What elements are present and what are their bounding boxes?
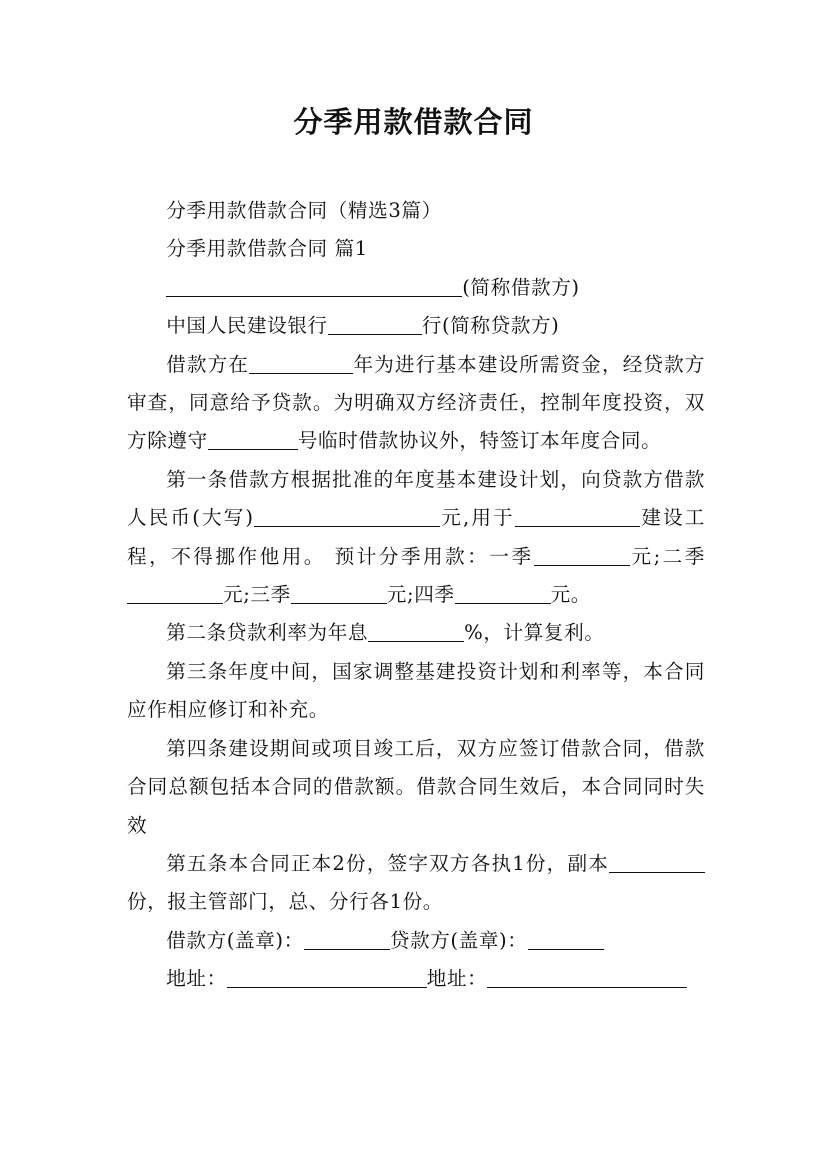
document-body bbox=[127, 192, 705, 999]
article-1-text-3: 建设工程，不得挪作他用。 预计分季用款：一季 bbox=[127, 506, 705, 568]
preamble-text-1: 借款方在 bbox=[166, 352, 250, 376]
article-3: 第三条年度中间，国家调整基建投资计划和利率等，本合同应作相应修订和补充。 bbox=[127, 659, 705, 722]
q1-amount-blank bbox=[534, 544, 630, 566]
article-5-text-1: 第五条本合同正本2份，签字双方各执1份，副本 bbox=[166, 851, 609, 875]
article-1-text-5: 元;三季 bbox=[223, 583, 291, 607]
paragraph-preamble bbox=[127, 346, 705, 461]
article-1-text-7: 元。 bbox=[550, 583, 591, 607]
preamble-text-3: 号临时借款协议外，特签订本年度合同。 bbox=[297, 429, 662, 453]
lender-seal-blank bbox=[528, 928, 604, 950]
article-1-text-1: 第一条借款方根据批准的年度基本建设计划，向贷款方借款人民币(大写) bbox=[127, 467, 705, 530]
borrower-name-blank bbox=[166, 275, 462, 297]
q4-amount-blank bbox=[455, 582, 551, 604]
lender-line-suffix: 行(简称贷款方) bbox=[421, 314, 560, 338]
part-heading: 分季用款借款合同 篇1 bbox=[166, 237, 368, 261]
lender-line-prefix: 中国人民建设银行 bbox=[166, 314, 328, 338]
year-blank bbox=[249, 352, 353, 374]
lender-address-label: 地址： bbox=[426, 967, 488, 991]
lender-branch-blank bbox=[328, 314, 422, 336]
amount-capital-blank bbox=[254, 506, 440, 528]
lender-seal-label: 贷款方(盖章)： bbox=[389, 928, 528, 952]
lender-line bbox=[127, 307, 705, 345]
borrower-seal-blank bbox=[304, 928, 390, 950]
lender-address-blank bbox=[487, 966, 687, 988]
intro-line: 分季用款借款合同（精选3篇） bbox=[166, 199, 442, 222]
interest-rate-blank bbox=[368, 621, 464, 643]
preamble-text-2: 年为进行基本建设所需资金，经贷款方审查，同意给予贷款。为明确双方经济责任，控制年度投资，双方除遵守 bbox=[127, 352, 705, 453]
borrower-line-label: (简称借款方) bbox=[462, 275, 580, 299]
borrower-address-blank bbox=[227, 966, 427, 988]
article-2-text-1: 第二条贷款利率为年息 bbox=[166, 621, 369, 645]
document-title: 分季用款借款合同 bbox=[293, 105, 534, 139]
copies-blank bbox=[609, 851, 705, 873]
article-1-text-6: 元;四季 bbox=[386, 583, 455, 607]
article-2-text-2: %，计算复利。 bbox=[464, 621, 605, 645]
article-1-text-4: 元;二季 bbox=[629, 544, 705, 568]
borrower-seal-label: 借款方(盖章)： bbox=[166, 928, 304, 952]
borrower-line bbox=[127, 269, 705, 307]
article-4: 第四条建设期间或项目竣工后，双方应签订借款合同，借款合同总额包括本合同的借款额。借款合同生效后，本合同同时失效 bbox=[127, 736, 705, 837]
project-blank bbox=[515, 506, 640, 528]
q3-amount-blank bbox=[291, 582, 387, 604]
article-2 bbox=[127, 614, 705, 652]
borrower-address-label: 地址： bbox=[166, 967, 227, 991]
address-line bbox=[127, 960, 705, 998]
article-5 bbox=[127, 845, 705, 922]
article-1 bbox=[127, 461, 705, 615]
agreement-number-blank bbox=[208, 429, 298, 451]
q2-amount-blank bbox=[127, 582, 223, 604]
signature-line bbox=[127, 922, 705, 960]
article-1-text-2: 元,用于 bbox=[439, 506, 515, 530]
article-5-text-2: 份，报主管部门，总、分行各1份。 bbox=[127, 890, 443, 914]
